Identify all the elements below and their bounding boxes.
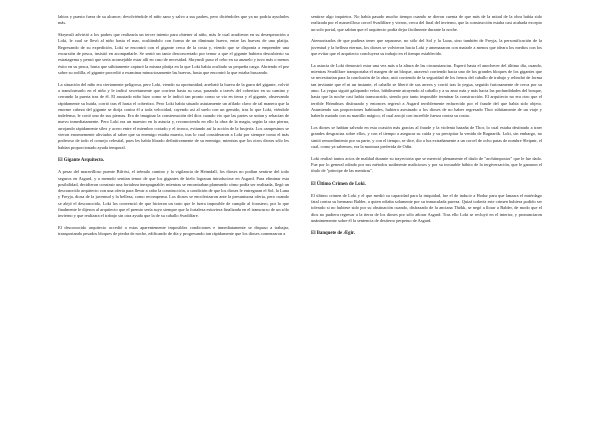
section-heading-banquet: El Banquete de Ægir. [311, 231, 355, 237]
section-heading-last-crime: El Último Crimen de Loki. [311, 181, 366, 187]
paragraph: Atemorizados de que pudiera tener que separarse, no sólo del Sol y la Luna, sino también de Freyja, la personificación de la juventud y la belleza eternas, los dioses se volvieron hacia Loki y amenazaron con matarle a menos que ideara los medios con los que evitar que el arquitecto concluyera su trabajo en el tiempo establecido. [311, 38, 542, 56]
right-column [311, 14, 542, 416]
paragraph: La astucia de Loki demostró estar una vez más a la altura de las circunstancias. Esperó hasta el anochecer del último día, cuando, mientras Svadilfare transportaba el margen de un bloque, atravesó corriendo hacia uno de los grandes bloques de los gigantes que se necesitarían para la conclusión de la obra, asió corriendo de la seguridad de los frenos del caballo de trabajo y relinchó de forma tan invitante que el ni un instante, el caballo se liberó de sus arreos y corrió tras la yegua, seguido furiosamente de cerca por su amo. La yegua siguió galopando veloz, hábilmente atrayendo al caballo y a su amo más y más hacia las profundidades del bosque, hasta que la noche casi había transcurrido, siendo por tanto imposible terminar la construcción. El arquitecto no era otro que el terrible Hrimthurs disfrazado y entonces regresó a Asgard terriblemente enfurecido por el fraude del que había sido objeto. Asumiendo sus proporciones habituales, hubiera asesinado a los dioses de no haber regresado Thor súbitamente de un viaje y haberlo matado con su martillo mágico, el cual arrojó con increíble fuerza contra su rostro. [311, 62, 542, 119]
paragraph: El último crimen de Loki y el que medió su capacidad para la iniquidad, fue el de inducir a Hodur para que lanzara el muérdago fatal contra su hermano Balder, a quien odiaba solamente por su inmaculada pureza. Quizá todavía este crimen hubiera podido ser tolerado si no hubiese sido por su obstinación cuando, disfrazado de la anciana Thökk, se negó a llorar a Balder, de modo que el dios no pudiera regresar a la tierra de los dioses por sólo añorar Asgard. Tras ello Loki se recluyó en el interior, y pronunciaron unánimemente sobre él la sentencia de destierro perpetuo de Asgard. [311, 192, 542, 224]
paragraph: labios y puesto fuera de su alcance; devolviéndole el niño sano y salvo a sus padres, pero diciéndoles que ya no podría ayudarles más. [58, 14, 289, 26]
paragraph: Skrymsli advirtió a los padres que realizaría un tercer intento para obtener al niño, más le cual acudieron en su desesperación a Loki, le cual se llevó al niño hasta el mar, ocultándolo con forma de un diminuto huevo, entre las huevas de una platija. Regresando de su expedición, Loki se encontró con el gigante cerca de la costa y, viendo que se disponía a emprender una excursión de pesca, insistió en acompañarle. Se sentó un tanto desconcertado por temor a que el gigante hubiera descubierto su estratagema y pensó que sería aconsejable estar allí en caso de necesidad. Skrymsli puso el cebo en su anzuelo y tuvo más o menos éxito en su pesca, hasta que súbitamente capturó la misma platija en la que Loki había ocultado su pequeña carga. Abriendo el pez sobre su rodilla, el gigante procedió a examinar minuciosamente las huevas, hasta que encontró la que estaba buscando. [58, 32, 289, 75]
paragraph: Los dioses se habían salvado en esta ocasión más gracias al fraude y la violenta hazaña de Thor, lo cual estaba destinado a traer grandes desgracias sobre ellos, y con el tiempo a asegurar su caída y su precipitar la venida de Ragnarök. Loki, sin embargo, no sintió remordimiento por su parte, y con el tiempo, se dice, dio a luz extrañamente a un corcel de ocho patas de nombre Sleipnir, el cual, como ya sabemos, era la montura preferida de Odín. [311, 124, 542, 149]
paragraph: Loki realizó tantos actos de maldad durante su trayectoria que se mereció plenamente el título de "archiimpostor" que le fue dado. Fue por lo general odiado por sus métodos sutilmente maliciosos y por su incurable hábito de la tergiversación, que le ganaron el título de "príncipe de las mentiras". [311, 155, 542, 174]
paragraph: La situación del niño era ciertamente peligrosa, pero Loki, viendo su oportunidad, arrebató la hueva de la garra del gigante, volvió a transformarlo en el niño y le indicó secretamente que corriera hasta su casa, pasando a través del cobertizo en su camino y cerrando la puerta tras de él. El asustado niño hizo como se le indicó tan pronto como se vio en tierra y el gigante, observando rápidamente su huida, corrió tras él hasta el cobertizo. Pero Loki había situado astutamente un afilado clavo de tal manera que la enorme cabeza del gigante se dirija contra él a toda velocidad, cayendo así al suelo con un gemido, tras lo que Loki, viéndole indefenso, le cortó uno de sus piernas. Era de imaginar la consternación del dios cuando vio que las partes se unían y rehacían de nuevo inmediatamente. Pero Loki era un maestro en la astucia y, reconociendo en ello la obra de la magia, según la otra pierna, arrojando rápidamente sílex y acero entre el miembro cortado y el tronco, evitando así la acción de la brujería. Los campesinos se vieron enormemente aliviados al saber que su enemigo estaba muerto, tras lo cual consideraron a Loki por siempre como el más poderoso de todo el consejo celestial, pues les había librado definitivamente de su enemigo, mientras que los otros dioses sólo les habían proporcionado ayuda temporal. [58, 81, 289, 150]
section-heading-giant-architect: El Gigante Arquitecto. [58, 157, 105, 163]
left-column [58, 14, 289, 416]
paragraph: A pesar del maravilloso puente Bifröst, el trémulo camino y la vigilancia de Heimdall, los dioses no podían sentirse del todo seguros en Asgard, y a menudo sentían temor de que los gigantes de hielo lograran introducirse en Asgard. Para eliminar esta posibilidad, decidieron construir una fortaleza inexpugnable; mientras se encontraban planeando cómo podía ser realizada, llegó un desconocido arquitecto con una oferta para llevar a cabo la construcción, a condición de que los dioses le entregaran el Sol, la Luna y Freyja, diosa de la juventud y la belleza, como recompensa. Los dioses se encolerizaron ante la presuntuosa oferta, pero cuando se alejó el desconocido, Loki los convenció de que hicieran un trato que le fuera imposible de cumplir al forastero, por lo que finalmente le dijeron al arquitecto que el premio sería suyo siempre que la fortaleza estuviera finalizada en el transcurso de un sólo invierno y que realizara el trabajo sin otra ayuda que la de su caballo Svadilfare. [58, 169, 289, 219]
paragraph: El desconocido arquitecto accedió a estas aparentemente imposibles condiciones e inmediatamente se dispuso a trabajar, transportando pesados bloques de piedra de noche, edificando de día y progresando tan rápidamente que los dioses comenzaron a [58, 225, 289, 237]
paragraph: sentirse algo inquietos. No había pasado mucho tiempo cuando se dieron cuenta de que más de la mitad de la obra había sido realizada por el maravilloso corcel Svadilfare y vieron, cerca del final del invierno, que la construcción estaba casi acabada excepto un solo portal, que sabían que el arquitecto podía dejar fácilmente durante la noche. [311, 14, 542, 32]
